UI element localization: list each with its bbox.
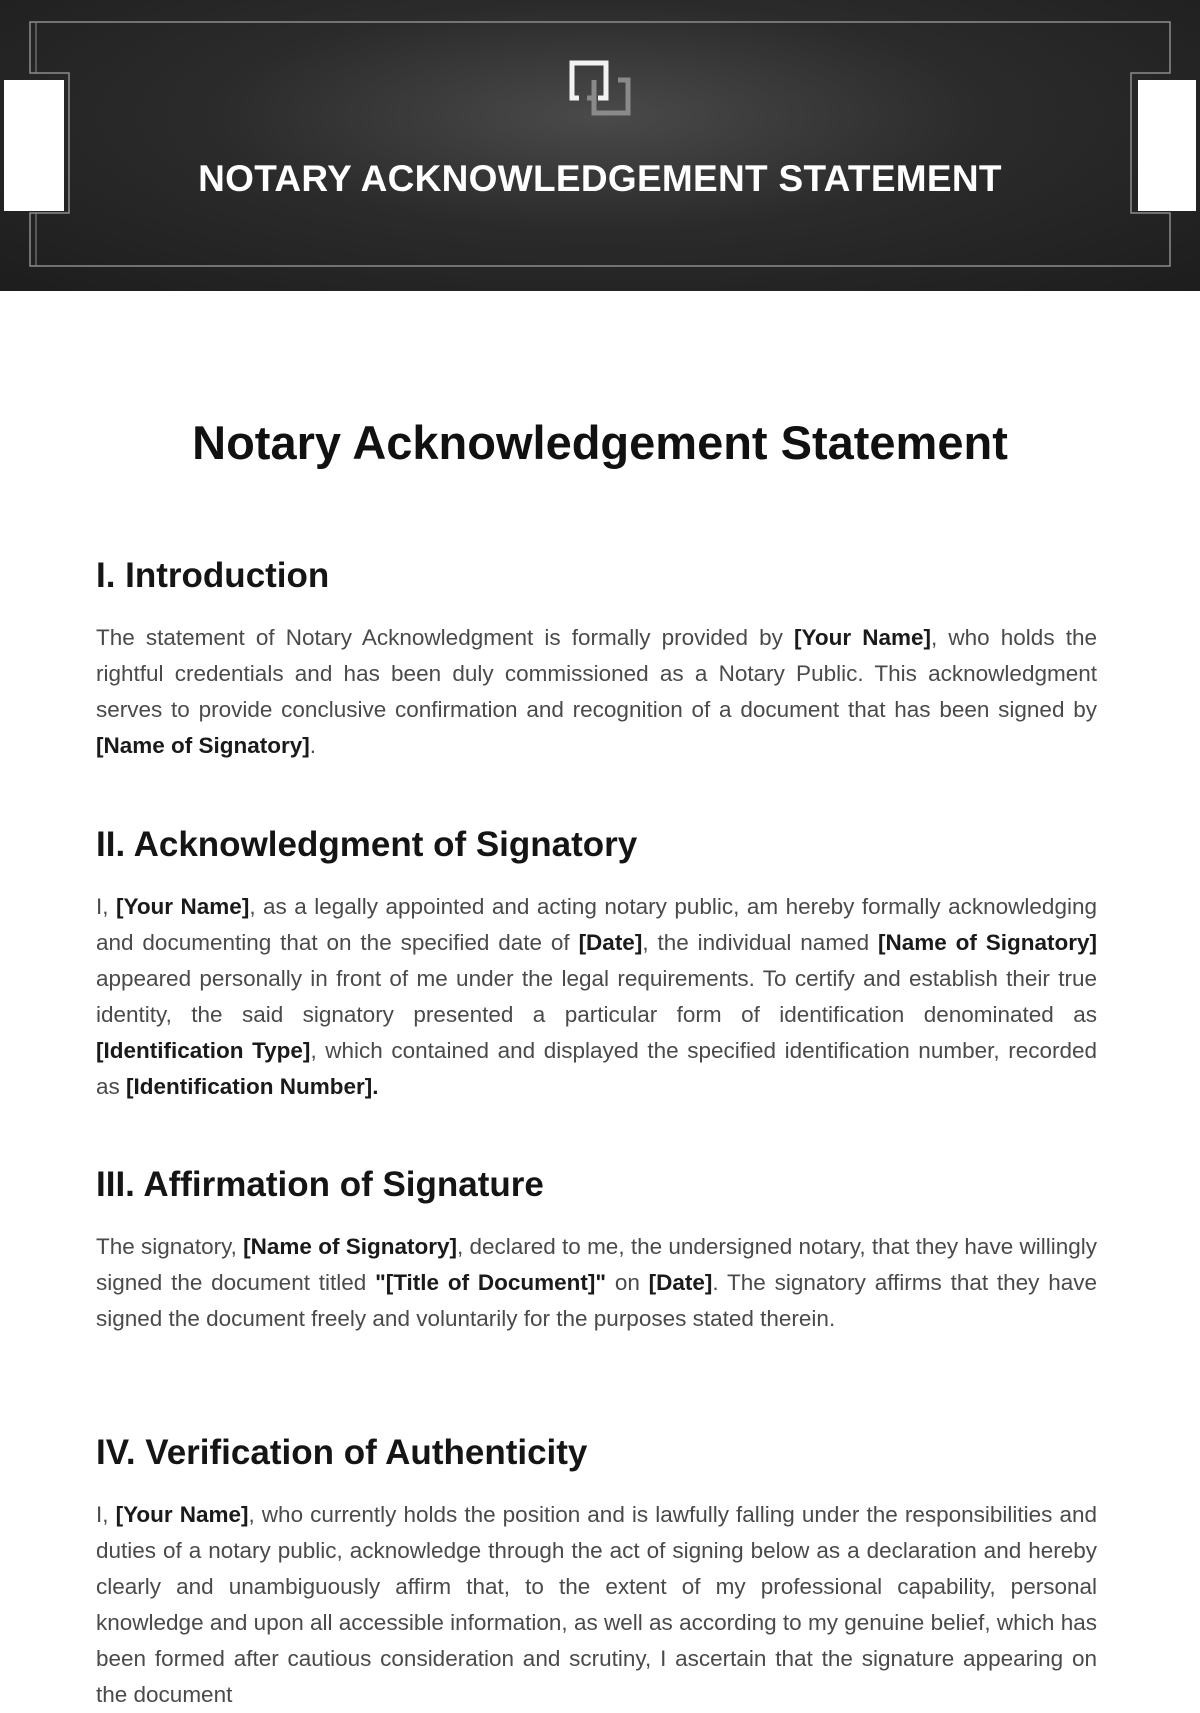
section-heading: II. Acknowledgment of Signatory [96,825,638,864]
section-introduction [96,552,1097,764]
section-paragraph [96,1497,1097,1713]
section-paragraph [96,1229,1097,1337]
section-heading: III. Affirmation of Signature [96,1165,544,1204]
header-banner [0,0,1200,291]
placeholder-field: [Name of Signatory] [877,930,1097,955]
placeholder-field: [Identification Number]. [126,1074,379,1099]
section-heading: I. Introduction [96,556,330,595]
section-affirmation-of-signature [96,1161,1097,1337]
banner-title: NOTARY ACKNOWLEDGEMENT STATEMENT [198,158,1002,199]
paragraph-text: on [606,1270,649,1295]
paragraph-text: , declared to me, the undersigned notary, that they have willingly signed the document titled [96,1234,1097,1295]
section-acknowledgment-of-signatory [96,821,1097,1105]
placeholder-field: [Date] [578,930,643,955]
paragraph-text: I, [96,1502,116,1527]
paragraph-text: , the individual named [642,930,878,955]
section-verification-of-authenticity [96,1429,1097,1713]
decorative-frame [0,0,1200,291]
placeholder-field: [Your Name] [794,625,931,650]
placeholder-field: [Name of Signatory] [96,733,310,758]
placeholder-field: [Date] [648,1270,713,1295]
paragraph-text: appeared personally in front of me under the legal requirements. To certify and establish their true identity, the said signatory presented a particular form of identification denominated as [96,966,1097,1027]
document-title: Notary Acknowledgement Statement [192,416,1008,469]
paragraph-text: . [309,733,317,758]
placeholder-field: [Your Name] [115,894,250,919]
section-paragraph [96,889,1097,1105]
interlocking-brackets-logo-icon [567,58,633,120]
placeholder-field: [Identification Type] [96,1038,311,1063]
paragraph-text: , who holds the rightful credentials and has been duly commissioned as a Notary Public. This acknowledgment serves to provide conclusive confirmation and recognition of a document that has been signed by [96,625,1097,722]
paragraph-text: , as a legally appointed and acting notary public, am hereby formally acknowledging and documenting that on the specified date of [96,894,1097,955]
paragraph-text: The signatory, [96,1234,244,1259]
section-heading: IV. Verification of Authenticity [96,1433,588,1472]
paragraph-text: , who currently holds the position and is lawfully falling under the responsibilities and duties of a notary public, acknowledge through the act of signing below as a declaration and hereby clearly and unambiguously affirm that, to the extent of my professional capability, personal knowledge and upon all accessible information, as well as according to my genuine belief, which has been formed after cautious consideration and scrutiny, I ascertain that the signature appearing on the document [96,1502,1097,1707]
paragraph-text: , which contained and displayed the specified identification number, recorded as [96,1038,1098,1099]
placeholder-field: "[Title of Document]" [375,1270,607,1295]
placeholder-field: [Your Name] [115,1502,249,1527]
paragraph-text: The statement of Notary Acknowledgment is formally provided by [96,625,794,650]
section-paragraph [96,620,1097,764]
paragraph-text: I, [96,894,116,919]
placeholder-field: [Name of Signatory] [243,1234,457,1259]
paragraph-text: . The signatory affirms that they have signed the document freely and voluntarily for the purposes stated therein. [96,1270,1097,1331]
